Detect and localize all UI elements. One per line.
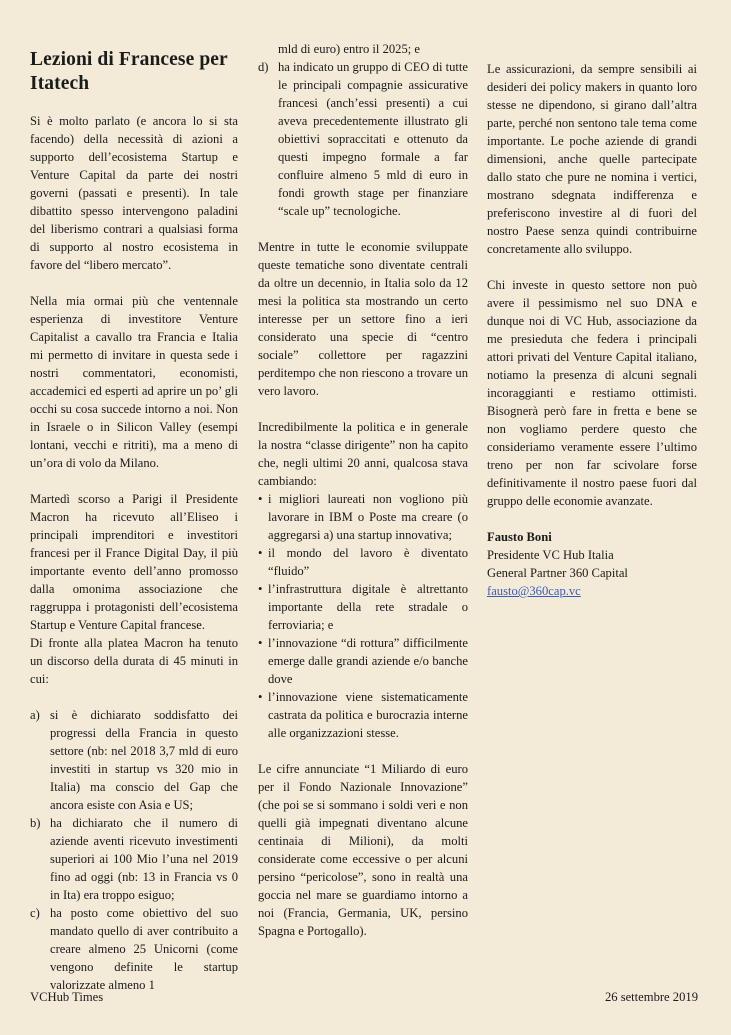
paragraph: Mentre in tutte le economie sviluppate queste tematiche sono diventate centrali da oltre un decennio, in Italia solo da 12 mesi la politica sta mostrando un certo interesse per un settore fino a ieri considerato una specie di “centro sociale” collettore per ragazzini perditempo che non riescono a trovare un vero lavoro. (258, 240, 468, 398)
paragraph: Le assicurazioni, da sempre sensibili ai desideri dei policy makers in quanto loro stesse ne dipendono, si girano dall’altra parte, perché non sentono tale tema come importante. Le poche aziende di grandi dimensioni, anche quelle partecipate dallo stato che pure ne nomina i vertici, mostrano sdegnata indifferenza e preferiscono investire al di fuori del nostro Paese senza quindi contribuirne concretamente allo sviluppo. (487, 62, 697, 256)
author-name: Fausto Boni (487, 530, 552, 544)
column-1 (30, 40, 238, 994)
list-item-text: ha dichiarato che il numero di aziende aventi ricevuto investimenti superiori ai 100 Mio l’una nel 2019 fino ad oggi (nb: 13 in Francia vs 0 in Ita) era troppo esiguo; (50, 816, 238, 902)
bullet-mark: • (258, 636, 263, 650)
publication-date: 26 settembre 2019 (604, 990, 698, 1004)
list-item-text: si è dichiarato soddisfatto dei progressi della Francia in questo settore (nb: nel 2018 3,7 mld di euro investiti in startup vs 320 mio in Italia) ma conscio del Gap che ancora esiste con Asia e US; (50, 708, 238, 812)
paragraph: Le cifre annunciate “1 Miliardo di euro per il Fondo Nazionale Innovazione” (che poi se si sommano i soldi veri e non quelli già impegnati diventano alcune centinaia di Milioni), da molti considerate come eccessive o per alcuni persino “pericolose”, sono in realtà una goccia nel mare se guardiamo intorno a noi (Francia, Germania, UK, persino Spagna e Portogallo). (258, 762, 468, 938)
bullet-item (258, 544, 468, 580)
bullet-item (258, 688, 468, 742)
list-item (258, 58, 468, 220)
list-item (30, 904, 238, 994)
bullet-mark: • (258, 690, 263, 704)
bullet-item (258, 634, 468, 688)
list-marker: a) (30, 708, 40, 722)
list-item-text: ha posto come obiettivo del suo mandato quello di aver contribuito a creare almeno 25 Unicorni (come vengono definite le startup valorizzate almeno 1 (50, 906, 238, 992)
list-item (30, 706, 238, 814)
bullet-mark: • (258, 492, 263, 506)
signature-block (487, 528, 697, 600)
column-2 (258, 40, 468, 958)
bullet-text: il mondo del lavoro è diventato “fluido” (268, 546, 468, 578)
bullet-mark: • (258, 582, 263, 596)
list-marker: b) (30, 816, 41, 830)
author-role: Presidente VC Hub Italia (487, 548, 614, 562)
list-marker: d) (258, 60, 269, 74)
bullet-text: l’infrastruttura digitale è altrettanto importante della rete stradale o ferroviaria; e (268, 582, 468, 632)
list-marker: c) (30, 906, 40, 920)
paragraph: Martedì scorso a Parigi il Presidente Macron ha ricevuto all’Eliseo i principali imprenditori e investitori francesi per il France Digital Day, il più importante evento dell’anno promosso dalla omonima associazione che raggruppa i protagonisti dell’ecosistema Startup e Venture Capital francese. (30, 492, 238, 632)
paragraph: Chi investe in questo settore non può avere il pessimismo nel suo DNA e dunque noi di VC Hub, associazione da me presieduta che federa i principali attori privati del Venture Capital italiano, notiamo la presenza di alcuni segnali incoraggianti e restiamo ottimisti. Bisognerà però fare in fretta e bene se non vogliamo perdere questo che consideriamo veramente essere l’ultimo treno per non far scivolare forse definitivamente il nostro paese fuori dal gruppo delle economie avanzate. (487, 278, 697, 508)
article-title: Lezioni di Francese per Itatech (30, 49, 228, 94)
bullet-item (258, 490, 468, 544)
bullet-item (258, 580, 468, 634)
bullet-list (258, 490, 468, 742)
bullet-text: i migliori laureati non vogliono più lavorare in IBM o Poste ma creare (o aggregarsi a) una startup innovativa; (268, 492, 468, 542)
author-role: General Partner 360 Capital (487, 566, 628, 580)
list-item (30, 814, 238, 904)
bullet-mark: • (258, 546, 263, 560)
bullet-text: l’innovazione “di rottura” difficilmente emerge dalle grandi aziende e/o banche dove (268, 636, 468, 686)
publication-name: VCHub Times (30, 990, 104, 1004)
author-email-link[interactable]: fausto@360cap.vc (487, 584, 581, 598)
column-3 (487, 60, 697, 600)
list-continuation: mld di euro) entro il 2025; e (278, 42, 420, 56)
paragraph: Nella mia ormai più che ventennale esperienza di investitore Venture Capitalist a cavallo tra Francia e Italia mi permetto di invitare in questa sede i nostri commentatori, economisti, accademici ed esperti ad aprire un po’ gli occhi su cosa succede intorno a noi. Non in Israele o in Silicon Valley (esempi lontani, vecchi e ritriti), ma a meno di un’ora di volo da Milano. (30, 294, 238, 470)
paragraph: Di fronte alla platea Macron ha tenuto un discorso della durata di 45 minuti in cui: (30, 636, 238, 686)
paragraph: Si è molto parlato (e ancora lo si sta facendo) della necessità di azioni a supporto dell’ecosistema Startup e Venture Capital da parte dei nostri governi (passati e presenti). In tale dibattito spesso intervengono paladini del liberismo contrari a qualsiasi forma di supporto al nostro ecosistema in favore del “libero mercato”. (30, 114, 238, 272)
points-list (30, 706, 238, 994)
bullet-text: l’innovazione viene sistematicamente castrata da politica e burocrazia interne alle organizzazioni stesse. (268, 690, 468, 740)
paragraph: Incredibilmente la politica e in generale la nostra “classe dirigente” non ha capito che, negli ultimi 20 anni, qualcosa stava cambiando: (258, 420, 468, 488)
points-list-continued (258, 58, 468, 220)
list-item-text: ha indicato un gruppo di CEO di tutte le principali compagnie assicurative francesi (anch’essi presenti) a cui aveva precedentemente illustrato gli obiettivi sopraccitati e ottenuto da questi impegno formale a far confluire almeno 5 mld di euro in fondi growth stage per finanziare “scale up” tecnologiche. (278, 60, 468, 218)
